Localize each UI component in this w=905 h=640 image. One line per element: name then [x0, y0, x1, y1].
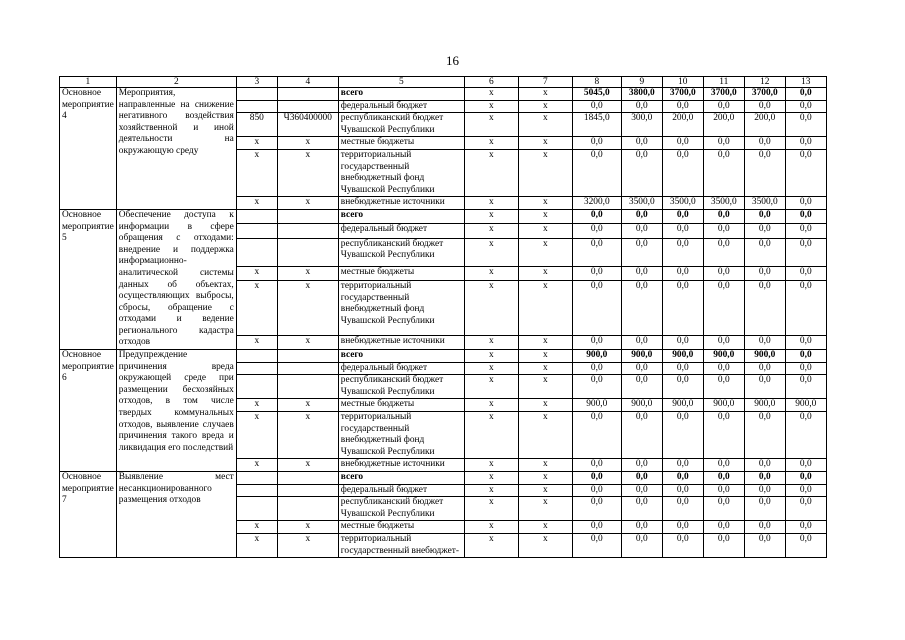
year-value-cell: 900,0	[744, 350, 785, 363]
column-number: 12	[744, 77, 785, 88]
budget-classification-cell: х	[277, 521, 338, 534]
year-value-cell: 0,0	[785, 521, 826, 534]
year-value-cell: 0,0	[621, 375, 662, 399]
year-value-cell: 900,0	[572, 399, 621, 412]
year-value-cell: 0,0	[621, 362, 662, 375]
grbs-code-cell: х	[236, 533, 277, 557]
funding-source-cell: территориальный государственный внебюджетный фонд Чувашской Республики	[338, 281, 464, 335]
year-value-cell: 3500,0	[703, 197, 744, 210]
budget-classification-cell	[277, 238, 338, 266]
code-cell: х	[464, 197, 518, 210]
column-number: 5	[338, 77, 464, 88]
code-cell: х	[518, 238, 572, 266]
budget-classification-cell	[277, 472, 338, 485]
code-cell: х	[464, 238, 518, 266]
year-value-cell: 0,0	[621, 459, 662, 472]
year-value-cell: 0,0	[572, 281, 621, 335]
budget-classification-cell: х	[277, 197, 338, 210]
year-value-cell: 0,0	[621, 412, 662, 459]
budget-classification-cell: х	[277, 281, 338, 335]
year-value-cell: 0,0	[785, 533, 826, 557]
code-cell: х	[518, 100, 572, 113]
code-cell: х	[518, 399, 572, 412]
year-value-cell: 0,0	[572, 149, 621, 196]
year-value-cell: 0,0	[785, 484, 826, 497]
funding-source-cell: внебюджетные источники	[338, 197, 464, 210]
code-cell: х	[518, 197, 572, 210]
year-value-cell: 0,0	[572, 459, 621, 472]
code-cell: х	[518, 412, 572, 459]
budget-classification-cell	[277, 497, 338, 521]
code-cell: х	[518, 137, 572, 150]
budget-classification-cell: х	[277, 399, 338, 412]
year-value-cell: 0,0	[662, 137, 703, 150]
year-value-cell: 0,0	[662, 266, 703, 280]
activity-name: Основное мероприятие 5	[60, 209, 117, 349]
year-value-cell: 0,0	[744, 238, 785, 266]
year-value-cell: 0,0	[744, 266, 785, 280]
year-value-cell: 0,0	[572, 209, 621, 223]
column-number: 6	[464, 77, 518, 88]
year-value-cell: 0,0	[572, 412, 621, 459]
year-value-cell: 0,0	[703, 224, 744, 238]
grbs-code-cell	[236, 238, 277, 266]
year-value-cell: 0,0	[744, 497, 785, 521]
year-value-cell: 0,0	[572, 266, 621, 280]
year-value-cell: 0,0	[621, 137, 662, 150]
code-cell: х	[464, 209, 518, 223]
code-cell: х	[464, 533, 518, 557]
activity-name: Основное мероприятие 4	[60, 88, 117, 210]
funding-source-cell: всего	[338, 472, 464, 485]
year-value-cell: 0,0	[621, 521, 662, 534]
year-value-cell: 0,0	[621, 472, 662, 485]
code-cell: х	[518, 350, 572, 363]
grbs-code-cell: х	[236, 399, 277, 412]
year-value-cell: 0,0	[572, 335, 621, 350]
funding-source-cell: местные бюджеты	[338, 399, 464, 412]
column-number: 7	[518, 77, 572, 88]
code-cell: х	[464, 100, 518, 113]
year-value-cell: 3500,0	[621, 197, 662, 210]
funding-source-cell: федеральный бюджет	[338, 484, 464, 497]
year-value-cell: 0,0	[621, 149, 662, 196]
code-cell: х	[464, 224, 518, 238]
column-number: 11	[703, 77, 744, 88]
code-cell: х	[518, 472, 572, 485]
year-value-cell: 0,0	[572, 533, 621, 557]
year-value-cell: 0,0	[785, 335, 826, 350]
funding-source-cell: внебюджетные источники	[338, 459, 464, 472]
year-value-cell: 3800,0	[621, 88, 662, 101]
code-cell: х	[518, 149, 572, 196]
page-number: 16	[446, 53, 459, 68]
year-value-cell: 0,0	[703, 412, 744, 459]
year-value-cell: 0,0	[572, 100, 621, 113]
table-row	[60, 350, 827, 363]
funding-source-cell: федеральный бюджет	[338, 362, 464, 375]
year-value-cell: 0,0	[703, 533, 744, 557]
year-value-cell: 900,0	[621, 399, 662, 412]
year-value-cell: 0,0	[703, 209, 744, 223]
year-value-cell: 0,0	[785, 266, 826, 280]
year-value-cell: 0,0	[785, 362, 826, 375]
activity-name: Основное мероприятие 6	[60, 350, 117, 472]
budget-classification-cell: х	[277, 459, 338, 472]
year-value-cell: 0,0	[744, 472, 785, 485]
year-value-cell: 0,0	[744, 224, 785, 238]
year-value-cell: 0,0	[662, 484, 703, 497]
year-value-cell: 200,0	[744, 113, 785, 137]
year-value-cell: 0,0	[662, 224, 703, 238]
year-value-cell: 0,0	[703, 459, 744, 472]
code-cell: х	[464, 350, 518, 363]
year-value-cell: 0,0	[744, 459, 785, 472]
year-value-cell: 0,0	[662, 335, 703, 350]
code-cell: х	[464, 113, 518, 137]
budget-classification-cell	[277, 224, 338, 238]
grbs-code-cell	[236, 484, 277, 497]
code-cell: х	[464, 362, 518, 375]
budget-classification-cell	[277, 350, 338, 363]
year-value-cell: 1845,0	[572, 113, 621, 137]
year-value-cell: 0,0	[662, 521, 703, 534]
year-value-cell: 0,0	[621, 484, 662, 497]
year-value-cell: 0,0	[744, 362, 785, 375]
year-value-cell: 0,0	[662, 459, 703, 472]
year-value-cell: 0,0	[785, 113, 826, 137]
grbs-code-cell: х	[236, 149, 277, 196]
activity-description: Мероприятия, направленные на снижение негативного воздействия хозяйственной и иной деятельности на окружающую среду	[116, 88, 236, 210]
year-value-cell: 900,0	[662, 399, 703, 412]
year-value-cell: 0,0	[785, 281, 826, 335]
year-value-cell: 900,0	[744, 399, 785, 412]
grbs-code-cell: х	[236, 137, 277, 150]
code-cell: х	[464, 88, 518, 101]
table-row	[60, 472, 827, 485]
year-value-cell: 0,0	[785, 412, 826, 459]
year-value-cell: 0,0	[703, 335, 744, 350]
year-value-cell: 3700,0	[703, 88, 744, 101]
budget-classification-cell: х	[277, 149, 338, 196]
column-number: 1	[60, 77, 117, 88]
year-value-cell: 0,0	[785, 497, 826, 521]
grbs-code-cell: 850	[236, 113, 277, 137]
code-cell: х	[518, 113, 572, 137]
year-value-cell: 0,0	[662, 238, 703, 266]
budget-classification-cell	[277, 100, 338, 113]
year-value-cell: 0,0	[785, 472, 826, 485]
year-value-cell: 3500,0	[662, 197, 703, 210]
year-value-cell: 0,0	[785, 197, 826, 210]
year-value-cell: 0,0	[662, 281, 703, 335]
year-value-cell: 0,0	[662, 362, 703, 375]
year-value-cell: 0,0	[572, 484, 621, 497]
code-cell: х	[464, 266, 518, 280]
year-value-cell: 0,0	[744, 281, 785, 335]
activity-description: Обеспечение доступа к информации в сфере обращения с отходами: внедрение и поддержка информационно-аналитической системы данных об объектах, осуществляющих выбросы, сбросы, обращение с отходами и ведение регионального кадастра отходов	[116, 209, 236, 349]
year-value-cell: 0,0	[662, 209, 703, 223]
year-value-cell: 0,0	[621, 497, 662, 521]
funding-source-cell: всего	[338, 88, 464, 101]
year-value-cell: 0,0	[572, 375, 621, 399]
year-value-cell: 0,0	[662, 533, 703, 557]
year-value-cell: 0,0	[621, 238, 662, 266]
year-value-cell: 0,0	[572, 238, 621, 266]
year-value-cell: 3200,0	[572, 197, 621, 210]
funding-source-cell: территориальный государственный внебюджетный фонд Чувашской Республики	[338, 412, 464, 459]
budget-classification-cell: х	[277, 335, 338, 350]
code-cell: х	[518, 375, 572, 399]
year-value-cell: 0,0	[703, 375, 744, 399]
year-value-cell: 0,0	[572, 362, 621, 375]
year-value-cell: 3500,0	[744, 197, 785, 210]
year-value-cell: 900,0	[703, 399, 744, 412]
year-value-cell: 200,0	[703, 113, 744, 137]
column-number: 3	[236, 77, 277, 88]
year-value-cell: 0,0	[621, 100, 662, 113]
column-number: 9	[621, 77, 662, 88]
code-cell: х	[518, 497, 572, 521]
year-value-cell: 3700,0	[744, 88, 785, 101]
funding-source-cell: всего	[338, 209, 464, 223]
year-value-cell: 0,0	[744, 335, 785, 350]
year-value-cell: 0,0	[703, 362, 744, 375]
year-value-cell: 0,0	[572, 497, 621, 521]
funding-source-cell: всего	[338, 350, 464, 363]
funding-source-cell: федеральный бюджет	[338, 224, 464, 238]
year-value-cell: 0,0	[572, 224, 621, 238]
year-value-cell: 0,0	[621, 224, 662, 238]
budget-classification-cell: х	[277, 137, 338, 150]
year-value-cell: 0,0	[703, 100, 744, 113]
year-value-cell: 900,0	[703, 350, 744, 363]
grbs-code-cell: х	[236, 197, 277, 210]
budget-classification-cell	[277, 362, 338, 375]
year-value-cell: 3700,0	[662, 88, 703, 101]
grbs-code-cell: х	[236, 281, 277, 335]
year-value-cell: 0,0	[703, 149, 744, 196]
funding-source-cell: республиканский бюджет Чувашской Республики	[338, 238, 464, 266]
grbs-code-cell: х	[236, 266, 277, 280]
budget-classification-cell: х	[277, 412, 338, 459]
year-value-cell: 0,0	[703, 484, 744, 497]
table-row	[60, 209, 827, 223]
year-value-cell: 900,0	[621, 350, 662, 363]
year-value-cell: 0,0	[703, 238, 744, 266]
code-cell: х	[518, 533, 572, 557]
code-cell: х	[464, 459, 518, 472]
grbs-code-cell	[236, 224, 277, 238]
budget-classification-cell: Ч360400000	[277, 113, 338, 137]
year-value-cell: 0,0	[662, 100, 703, 113]
grbs-code-cell	[236, 88, 277, 101]
year-value-cell: 0,0	[662, 497, 703, 521]
grbs-code-cell: х	[236, 335, 277, 350]
year-value-cell: 200,0	[662, 113, 703, 137]
code-cell: х	[464, 281, 518, 335]
code-cell: х	[518, 484, 572, 497]
year-value-cell: 0,0	[703, 266, 744, 280]
activity-name: Основное мероприятие 7	[60, 472, 117, 558]
year-value-cell: 0,0	[662, 375, 703, 399]
column-number: 10	[662, 77, 703, 88]
year-value-cell: 0,0	[744, 412, 785, 459]
column-number: 8	[572, 77, 621, 88]
year-value-cell: 0,0	[744, 149, 785, 196]
grbs-code-cell	[236, 350, 277, 363]
code-cell: х	[518, 224, 572, 238]
year-value-cell: 0,0	[621, 335, 662, 350]
year-value-cell: 0,0	[785, 137, 826, 150]
code-cell: х	[464, 484, 518, 497]
year-value-cell: 0,0	[621, 533, 662, 557]
code-cell: х	[464, 497, 518, 521]
column-number: 13	[785, 77, 826, 88]
year-value-cell: 0,0	[785, 149, 826, 196]
budget-classification-cell	[277, 88, 338, 101]
code-cell: х	[464, 412, 518, 459]
year-value-cell: 0,0	[572, 137, 621, 150]
year-value-cell: 0,0	[744, 484, 785, 497]
funding-source-cell: федеральный бюджет	[338, 100, 464, 113]
year-value-cell: 0,0	[785, 350, 826, 363]
year-value-cell: 0,0	[785, 238, 826, 266]
funding-source-cell: внебюджетные источники	[338, 335, 464, 350]
funding-source-cell: территориальный государственный внебюджетный фонд Чувашской Республики	[338, 149, 464, 196]
year-value-cell: 0,0	[703, 281, 744, 335]
code-cell: х	[518, 209, 572, 223]
year-value-cell: 0,0	[785, 88, 826, 101]
code-cell: х	[464, 375, 518, 399]
funding-source-cell: республиканский бюджет Чувашской Республики	[338, 113, 464, 137]
code-cell: х	[518, 281, 572, 335]
year-value-cell: 900,0	[662, 350, 703, 363]
year-value-cell: 0,0	[703, 472, 744, 485]
year-value-cell: 300,0	[621, 113, 662, 137]
year-value-cell: 0,0	[621, 281, 662, 335]
funding-source-cell: республиканский бюджет Чувашской Республики	[338, 375, 464, 399]
activity-description: Предупреждение причинения вреда окружающей среде при размещении бесхозяйных отходов, в том числе твердых коммунальных отходов, выявление случаев причинения такого вреда и ликвидация его последствий	[116, 350, 236, 472]
code-cell: х	[518, 459, 572, 472]
code-cell: х	[464, 521, 518, 534]
budget-classification-cell	[277, 484, 338, 497]
code-cell: х	[464, 399, 518, 412]
year-value-cell: 0,0	[744, 209, 785, 223]
funding-source-cell: местные бюджеты	[338, 521, 464, 534]
code-cell: х	[518, 362, 572, 375]
grbs-code-cell: х	[236, 459, 277, 472]
column-number-row	[60, 77, 827, 88]
budget-classification-cell	[277, 209, 338, 223]
funding-source-cell: республиканский бюджет Чувашской Республики	[338, 497, 464, 521]
code-cell: х	[518, 266, 572, 280]
year-value-cell: 0,0	[572, 472, 621, 485]
budget-classification-cell: х	[277, 533, 338, 557]
code-cell: х	[518, 521, 572, 534]
year-value-cell: 0,0	[703, 137, 744, 150]
year-value-cell: 0,0	[744, 137, 785, 150]
year-value-cell: 900,0	[572, 350, 621, 363]
year-value-cell: 0,0	[744, 100, 785, 113]
funding-source-cell: территориальный государственный внебюджет-	[338, 533, 464, 557]
code-cell: х	[464, 149, 518, 196]
funding-source-cell: местные бюджеты	[338, 266, 464, 280]
activity-description: Выявление мест несанкционированного размещения отходов	[116, 472, 236, 558]
year-value-cell: 0,0	[785, 224, 826, 238]
grbs-code-cell	[236, 100, 277, 113]
grbs-code-cell	[236, 362, 277, 375]
year-value-cell: 5045,0	[572, 88, 621, 101]
year-value-cell: 0,0	[785, 375, 826, 399]
grbs-code-cell	[236, 375, 277, 399]
year-value-cell: 0,0	[744, 533, 785, 557]
code-cell: х	[464, 472, 518, 485]
grbs-code-cell	[236, 497, 277, 521]
year-value-cell: 0,0	[785, 209, 826, 223]
year-value-cell: 0,0	[785, 459, 826, 472]
budget-classification-cell	[277, 375, 338, 399]
year-value-cell: 0,0	[744, 375, 785, 399]
column-number: 2	[116, 77, 236, 88]
year-value-cell: 900,0	[785, 399, 826, 412]
year-value-cell: 0,0	[662, 472, 703, 485]
year-value-cell: 0,0	[621, 266, 662, 280]
year-value-cell: 0,0	[662, 149, 703, 196]
grbs-code-cell: х	[236, 521, 277, 534]
budget-classification-cell: х	[277, 266, 338, 280]
code-cell: х	[464, 335, 518, 350]
year-value-cell: 0,0	[621, 209, 662, 223]
code-cell: х	[464, 137, 518, 150]
year-value-cell: 0,0	[785, 100, 826, 113]
year-value-cell: 0,0	[703, 497, 744, 521]
funding-source-cell: местные бюджеты	[338, 137, 464, 150]
grbs-code-cell: х	[236, 412, 277, 459]
grbs-code-cell	[236, 209, 277, 223]
code-cell: х	[518, 88, 572, 101]
year-value-cell: 0,0	[572, 521, 621, 534]
year-value-cell: 0,0	[744, 521, 785, 534]
budget-table	[59, 76, 827, 558]
year-value-cell: 0,0	[662, 412, 703, 459]
column-number: 4	[277, 77, 338, 88]
year-value-cell: 0,0	[703, 521, 744, 534]
code-cell: х	[518, 335, 572, 350]
grbs-code-cell	[236, 472, 277, 485]
table-row	[60, 88, 827, 101]
